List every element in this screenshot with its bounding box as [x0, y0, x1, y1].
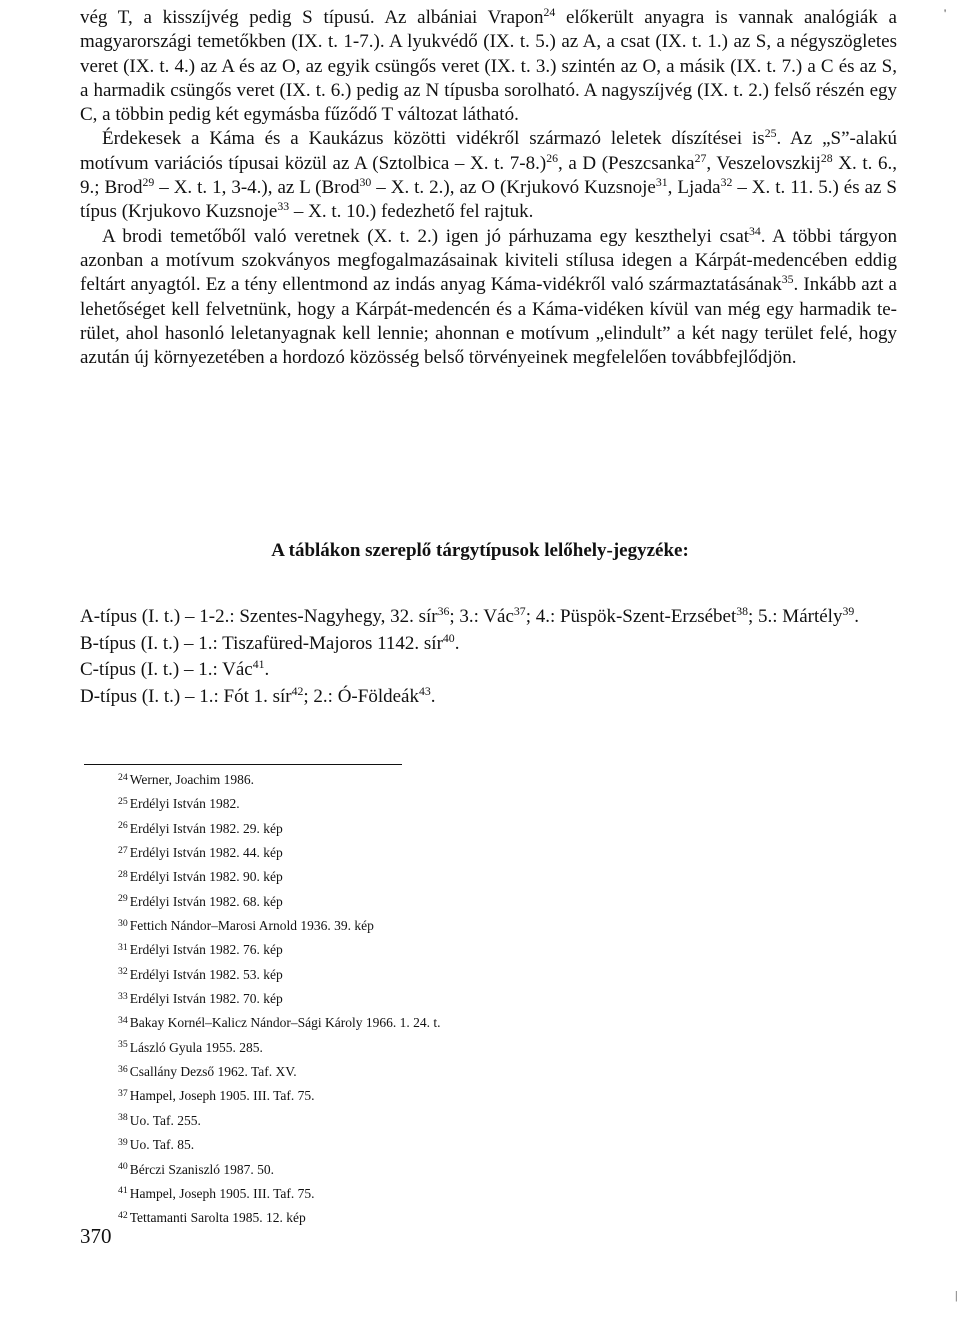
footnote-ref: 34 — [749, 224, 761, 238]
footnote-text: Hampel, Joseph 1905. III. Taf. 75. — [129, 1088, 315, 1104]
footnote-number: 32 — [118, 966, 128, 978]
footnote-number: 41 — [118, 1185, 128, 1197]
footnote-number: 26 — [118, 820, 128, 832]
footnote-number: 24 — [118, 771, 128, 783]
footnote-ref: 42 — [291, 684, 304, 698]
footnote-ref: 38 — [736, 604, 748, 618]
footnote-item — [118, 1182, 441, 1206]
footnote-number: 30 — [118, 917, 128, 929]
footnote-text: Erdélyi István 1982. 44. kép — [129, 845, 283, 861]
footnote-ref: 32 — [720, 176, 733, 190]
footnote-item — [118, 865, 441, 889]
footnote-number: 38 — [118, 1112, 128, 1124]
paragraph-2: Érdekesek a Káma és a Kaukázus közötti vidékről származó leletek díszítései $is^{25}$. Az „S”-alakú motívum variációs típusai közül az A (Sztolbica – X. t. 7-8.)$^{26}$, a D (Peszcsanka$^{27}$, Veszelovszkij$^{28}$ X. t. 6., 9.; Brod$^{29}$ – X. t. 1, 3-4.), az L (Brod$^{30}$ – X. t. 2.), az O (Krjukovó Kuzsnoje$^{31}$, Ljada$^{32}$ – X. t. 11. 5.) és az S típus (Krjukovo Kuzsnoje$^{33}$ – X. t. 10.) fedezhető fel rajtuk. — [80, 127, 898, 223]
footnote-ref: 29 — [142, 176, 155, 190]
location-entry: D-típus (I. t.) – 1.: Fót 1. sír$^{42}$; 2.: Ó-Földeák$^{43}$. — [80, 684, 436, 707]
body-text — [80, 6, 897, 370]
footnote-ref: 36 — [437, 604, 450, 618]
footnote-item — [118, 1011, 441, 1035]
footnote-number: 29 — [118, 893, 128, 905]
footnote-item — [118, 1158, 441, 1182]
footnote-text: Erdélyi István 1982. 29. kép — [129, 820, 283, 836]
location-entry: B-típus (I. t.) – 1.: Tiszafüred-Majoros 1142. sír$^{40}$. — [80, 631, 460, 654]
footnote-text: Tettamanti Sarolta 1985. 12. kép — [129, 1210, 306, 1226]
margin-mark: | — [955, 1288, 958, 1302]
footnote-item — [118, 817, 441, 841]
footnote-number: 34 — [118, 1015, 128, 1027]
footnote-item — [118, 1206, 441, 1230]
footnote-ref: 35 — [781, 273, 794, 287]
section-heading: A táblákon szereplő tárgytípusok lelőhely-jegyzéke: — [271, 540, 689, 561]
footnote-text: Bakay Kornél–Kalicz Nándor–Sági Károly 1966. 1. 24. t. — [129, 1015, 441, 1031]
location-entry: C-típus (I. t.) – 1.: Vác$^{41}$. — [80, 657, 270, 680]
footnote-item — [118, 987, 441, 1011]
footnote-text: László Gyula 1955. 285. — [129, 1039, 263, 1055]
footnote-ref: 41 — [252, 657, 265, 671]
footnote-item — [118, 890, 441, 914]
footnote-ref: 43 — [418, 684, 431, 698]
footnote-ref: 25 — [764, 127, 777, 141]
footnote-item — [118, 914, 441, 938]
paragraph-3: A brodi temetőből való veretnek (X. t. 2.) igen jó párhuzama egy keszthelyi csat$^{34}$. A többi tárgyon azonban a motívum szokványos megfogalmazásainak kiviteli stílusa idegen a Kárpát-medencében eddig feltárt anyagtól. Ez a tény ellentmond az indás anyag Káma-vidékről való származtatásának$^{35}$. Inkább azt a lehetőséget kell felvetnünk, hogy a Kárpát-medencén és a Káma-vidéken kívül van még egy harmadik terület, ahol hasonló leletanyagnak kell lennie; ahonnan e motívum „elindult” a két nagy terület felé, hogy azután új környezetében a hordozó közösség belső törvényeinek megfelelően továbbfejlődjön. — [80, 224, 897, 369]
footnote-ref: 28 — [820, 151, 833, 165]
footnote-ref: 31 — [655, 176, 668, 190]
footnote-item — [118, 792, 441, 816]
footnote-ref: 40 — [442, 631, 455, 645]
footnote-text: Erdélyi István 1982. — [129, 796, 240, 812]
footnote-text: Erdélyi István 1982. 70. kép — [129, 991, 283, 1007]
footnote-text: Uo. Taf. 255. — [129, 1112, 201, 1128]
footnote-text: Uo. Taf. 85. — [129, 1137, 195, 1153]
footnote-number: 40 — [118, 1161, 128, 1173]
footnote-text: Bérczi Szaniszló 1987. 50. — [129, 1161, 275, 1177]
footnote-text: Erdélyi István 1982. 90. kép — [129, 869, 283, 885]
footnote-list — [118, 768, 441, 1231]
footnote-number: 35 — [118, 1039, 128, 1051]
footnote-ref: 26 — [546, 151, 558, 165]
footnote-number: 39 — [118, 1136, 128, 1148]
footnote-item — [118, 1084, 441, 1108]
footnote-divider — [84, 764, 402, 765]
footnote-number: 25 — [118, 795, 128, 807]
footnote-ref: 33 — [277, 200, 290, 214]
margin-mark: ' — [944, 6, 947, 20]
footnote-text: Erdélyi István 1982. 76. kép — [129, 942, 283, 958]
footnote-number: 33 — [118, 990, 128, 1002]
footnote-item — [118, 938, 441, 962]
paragraph-1: vég T, a kisszíjvég pedig S típusú. Az albániai Vrapon$^{24}$ előkerült anyagra is vannak analógiák a magyarországi temetőkben (IX. t. 1-7.). A lyukvédő (IX. t. 5.) az A, a csat (IX. t. 1.) az S, a négyszögletes veret (IX. t. 4.) az A és az O, az egyik csüngős veret (IX. t. 3.) szintén az O, a másik (IX. t. 7.) a C és az S, a harmadik csüngős veret (IX. t. 6.) pedig az N típusba sorolható. A nagyszíjvég (IX. t. 2.) felső részén egy C, a többin pedig két egymásba fűződő T változat látható. — [80, 5, 897, 126]
footnote-text: Erdélyi István 1982. 53. kép — [129, 966, 283, 982]
footnote-text: Erdélyi István 1982. 68. kép — [129, 893, 283, 909]
footnote-item — [118, 1133, 441, 1157]
footnote-ref: 27 — [694, 151, 707, 165]
footnote-number: 27 — [118, 844, 128, 856]
footnote-item — [118, 1109, 441, 1133]
footnote-number: 42 — [118, 1209, 128, 1221]
footnote-ref: 30 — [359, 176, 372, 190]
footnote-item — [118, 768, 441, 792]
footnote-number: 37 — [118, 1088, 128, 1100]
footnote-number: 28 — [118, 869, 128, 881]
page-number: 370 — [80, 1224, 112, 1248]
footnote-number: 31 — [118, 942, 128, 954]
footnote-item — [118, 841, 441, 865]
footnote-item — [118, 963, 441, 987]
footnote-text: Hampel, Joseph 1905. III. Taf. 75. — [129, 1185, 315, 1201]
footnote-item — [118, 1036, 441, 1060]
location-list — [80, 604, 900, 710]
footnote-ref: 37 — [513, 604, 526, 618]
footnote-ref: 24 — [543, 5, 556, 19]
footnote-item — [118, 1060, 441, 1084]
location-entry: A-típus (I. t.) – 1-2.: Szentes-Nagyhegy, 32. sír$^{36}$; 3.: Vác$^{37}$; 4.: Püspök-Szent-Erzsébet$^{38}$; 5.: Mártély$^{39}$. — [80, 604, 859, 627]
footnote-text: Werner, Joachim 1986. — [129, 772, 255, 787]
footnote-text: Csallány Dezső 1962. Taf. XV. — [129, 1064, 297, 1080]
footnote-text: Fettich Nándor–Marosi Arnold 1936. 39. kép — [129, 918, 374, 934]
footnote-number: 36 — [118, 1063, 128, 1075]
footnote-ref: 39 — [842, 604, 855, 618]
